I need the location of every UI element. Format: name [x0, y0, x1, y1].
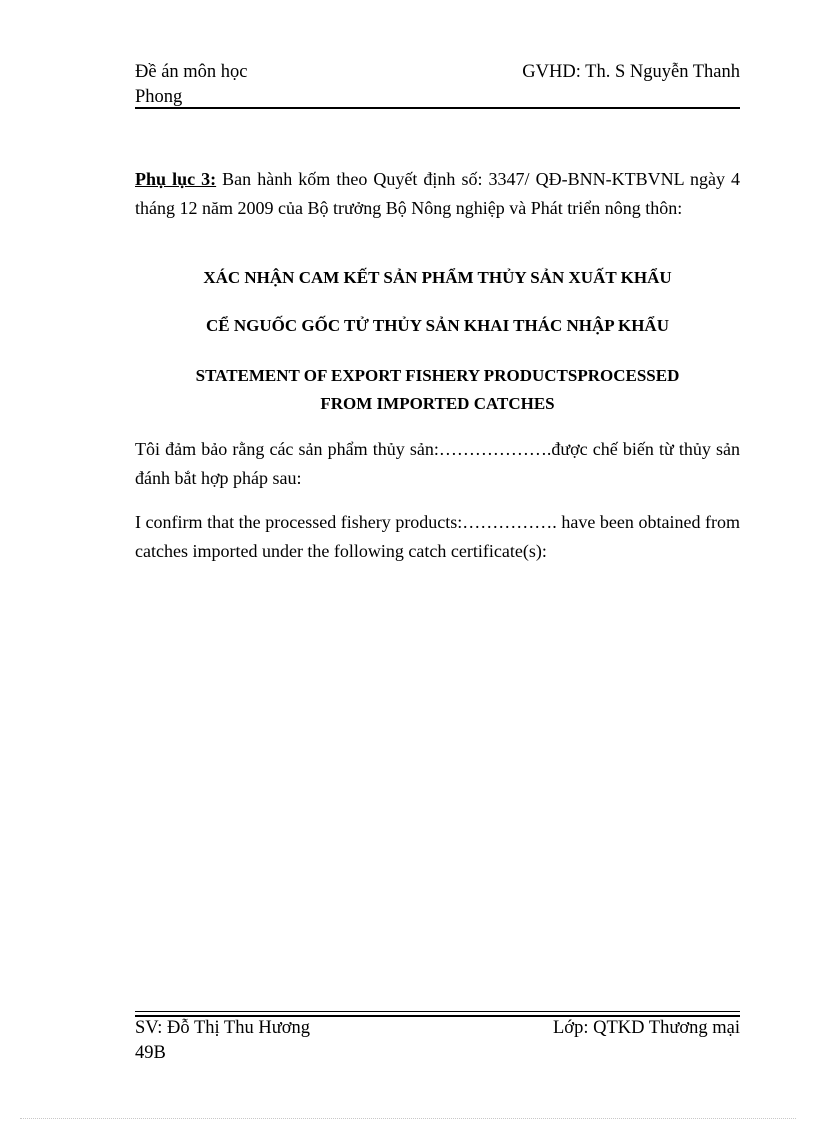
title-vi-line2: CỂ NGUỐC GỐC TỬ THỦY SẢN KHAI THÁC NHẬP KHẨU	[206, 316, 669, 335]
statement-vi: Tôi đảm bảo rằng các sản phẩm thủy sản:……………….được chế biến từ thủy sản đánh bắt hợp pháp sau:	[135, 439, 740, 488]
statement-en: I confirm that the processed fishery products:……………. have been obtained from catches imported under the following catch certificate(s):	[135, 512, 740, 561]
footer-student: SV: Đỗ Thị Thu Hương	[135, 1018, 311, 1038]
header-rule	[135, 107, 740, 109]
header-advisor-continuation: Phong	[135, 87, 183, 107]
header-course: Đề án môn học	[135, 62, 248, 82]
appendix-paragraph	[135, 165, 740, 223]
appendix-text: Ban hành kốm theo Quyết định số: 3347/ QĐ-BNN-KTBVNL ngày 4 tháng 12 năm 2009 của Bộ trưởng Bộ Nông nghiệp và Phát triển nông thôn:	[135, 169, 740, 218]
footer-class: Lớp: QTKD Thương mại	[553, 1018, 740, 1038]
footer-class-continuation: 49B	[135, 1043, 166, 1063]
title-en	[135, 362, 740, 418]
appendix-label: Phụ lục 3:	[135, 169, 217, 189]
page-edge-dots	[20, 1118, 796, 1119]
title-en-line1: STATEMENT OF EXPORT FISHERY PRODUCTSPROCESSED	[195, 366, 680, 385]
footer-rule-top	[135, 1011, 740, 1012]
header-advisor: GVHD: Th. S Nguyễn Thanh	[522, 62, 740, 82]
title-vi-line1: XÁC NHẬN CAM KẾT SẢN PHẨM THỦY SẢN XUẤT KHẨU	[203, 268, 672, 287]
title-en-line2: FROM IMPORTED CATCHES	[320, 394, 555, 413]
